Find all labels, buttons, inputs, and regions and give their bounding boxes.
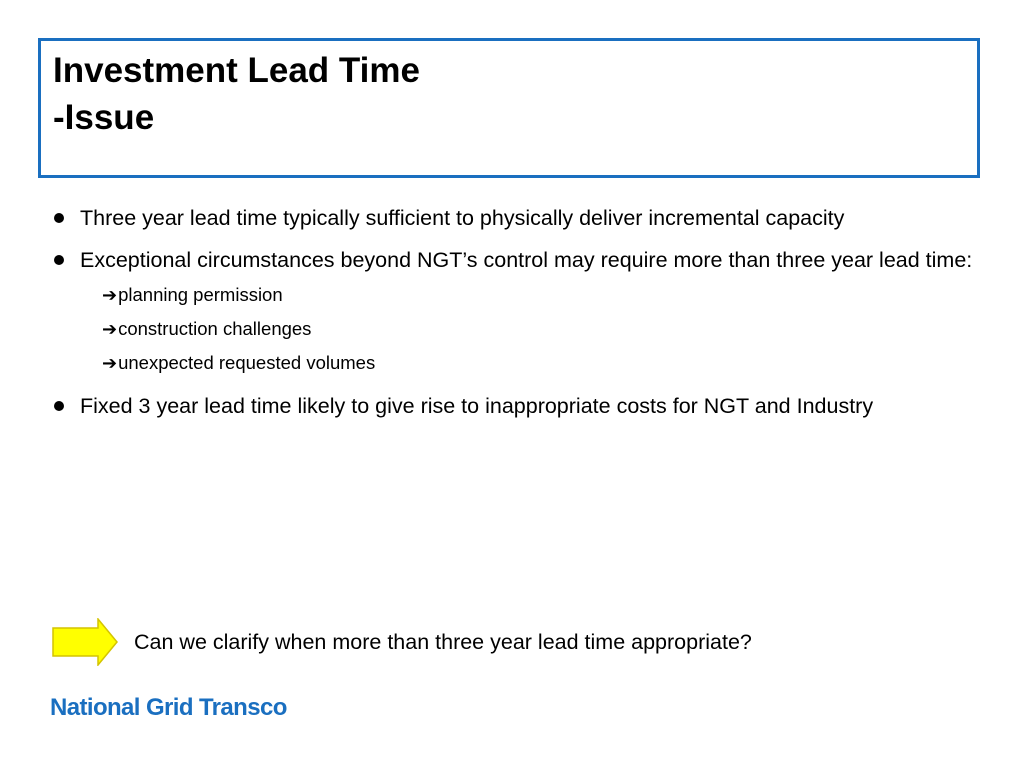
sub-bullet-text: planning permission [118,284,283,305]
sub-bullet-text: construction challenges [118,318,312,339]
sub-bullet-text: unexpected requested volumes [118,352,376,373]
sub-bullet-list [80,278,980,380]
company-logo: National Grid Transco [50,694,287,721]
slide-subtitle: -Issue [53,98,155,137]
bullet-dot-icon [54,213,64,223]
callout-question: Can we clarify when more than three year lead time appropriate? [134,630,752,654]
right-arrow-icon: ➔ [102,285,118,305]
bullet-item [50,244,980,380]
bullet-dot-icon [54,255,64,265]
sub-bullet-item [80,346,980,380]
sub-bullet-item [80,312,980,346]
slide-title: Investment Lead Time [53,51,420,90]
bullet-text: Three year lead time typically sufficient to physically deliver incremental capacity [80,206,845,230]
right-arrow-icon: ➔ [102,353,118,373]
bullet-text: Fixed 3 year lead time likely to give rise to inappropriate costs for NGT and Industry [80,394,874,418]
bullet-list [50,202,980,432]
right-arrow-icon: ➔ [102,319,118,339]
bullet-dot-icon [54,401,64,411]
bullet-text: Exceptional circumstances beyond NGT’s control may require more than three year lead time: [80,248,973,272]
title-box [38,38,980,178]
sub-bullet-item [80,278,980,312]
bullet-item [50,202,980,234]
yellow-arrow-icon [52,618,118,666]
bullet-item [50,390,980,422]
